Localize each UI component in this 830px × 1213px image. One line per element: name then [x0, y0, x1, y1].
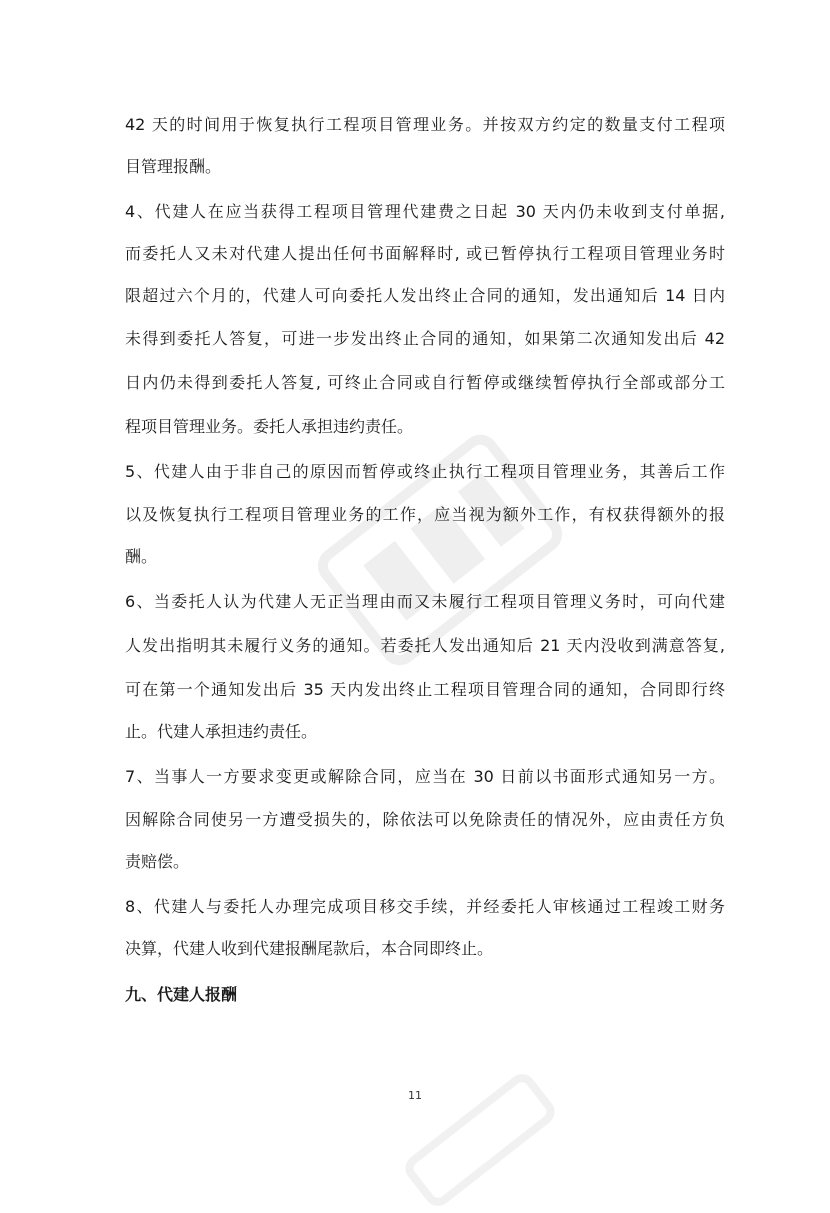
- text-line: 人发出指明其未履行义务的通知。若委托人发出通知后 21 天内没收到满意答复,: [125, 636, 725, 655]
- text-line: 可在第一个通知发出后 35 天内发出终止工程项目管理合同的通知，合同即行终: [125, 680, 725, 699]
- page-number: 11: [408, 1089, 422, 1102]
- text-line: 限超过六个月的，代建人可向委托人发出终止合同的通知，发出通知后 14 日内: [125, 286, 725, 305]
- text-line: 责赔偿。: [125, 852, 190, 871]
- text-line: 7、当事人一方要求变更或解除合同，应当在 30 日前以书面形式通知另一方。: [125, 767, 725, 786]
- text-line: 未得到委托人答复，可进一步发出终止合同的通知，如果第二次通知发出后 42: [125, 329, 725, 348]
- text-line: 4、代建人在应当获得工程项目管理代建费之日起 30 天内仍未收到支付单据,: [125, 202, 725, 221]
- text-line: 6、当委托人认为代建人无正当理由而又未履行工程项目管理义务时，可向代建: [125, 592, 725, 611]
- text-line: 因解除合同使另一方遭受损失的，除依法可以免除责任的情况外，应由责任方负: [125, 810, 725, 829]
- text-line: 目管理报酬。: [125, 157, 222, 176]
- text-line: 日内仍未得到委托人答复, 可终止合同或自行暂停或继续暂停执行全部或部分工: [125, 373, 725, 392]
- text-line: 程项目管理业务。委托人承担违约责任。: [125, 417, 414, 436]
- text-line: 决算，代建人收到代建报酬尾款后，本合同即终止。: [125, 939, 494, 958]
- text-line: 42 天的时间用于恢复执行工程项目管理业务。并按双方约定的数量支付工程项: [125, 115, 725, 134]
- text-line: 止。代建人承担违约责任。: [125, 722, 318, 741]
- text-line: 8、代建人与委托人办理完成项目移交手续，并经委托人审核通过工程竣工财务: [125, 897, 725, 916]
- section-heading: 九、代建人报酬: [125, 985, 238, 1004]
- text-line: 以及恢复执行工程项目管理业务的工作，应当视为额外工作，有权获得额外的报: [125, 505, 725, 524]
- text-line: 酬。: [125, 547, 158, 566]
- text-line: 5、代建人由于非自己的原因而暂停或终止执行工程项目管理业务，其善后工作: [125, 462, 725, 481]
- text-line: 而委托人又未对代建人提出任何书面解释时, 或已暂停执行工程项目管理业务时: [125, 244, 725, 263]
